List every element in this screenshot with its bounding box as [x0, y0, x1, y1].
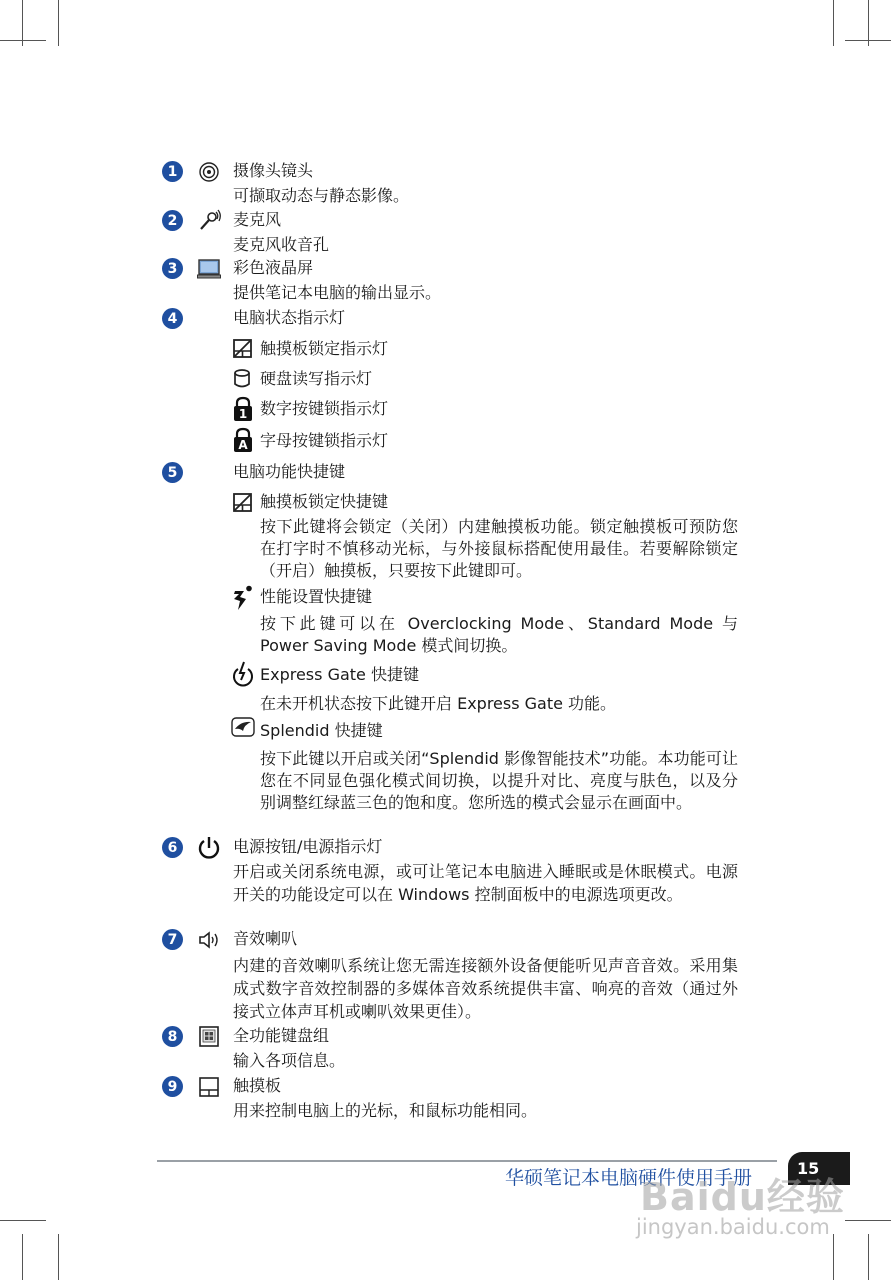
- item-number: 8: [162, 1026, 183, 1047]
- item-description: 提供笔记本电脑的输出显示。: [233, 283, 442, 302]
- item-number: 3: [162, 258, 183, 279]
- display-icon: [197, 257, 221, 281]
- splendid-icon: [231, 717, 255, 741]
- sub-item-label: 硬盘读写指示灯: [260, 369, 373, 388]
- hard-drive-icon: [231, 367, 255, 391]
- item-title: 音效喇叭: [233, 929, 298, 948]
- performance-icon: [231, 585, 255, 609]
- crop-mark: [833, 1234, 834, 1280]
- crop-mark: [22, 0, 23, 46]
- speaker-icon: [197, 928, 221, 952]
- sub-item-description: 按下此键以开启或关闭“Splendid 影像智能技术”功能。本功能可让您在不同显色强化模式间切换，以提升对比、亮度与肤色，以及分别调整红绿蓝三色的饱和度。您所选的模式会显示在画面中。: [260, 749, 738, 812]
- item-number: 7: [162, 929, 183, 950]
- item-description: 内建的音效喇叭系统让您无需连接额外设备便能听见声音音效。采用集成式数字音效控制器的多媒体音效系统提供丰富、响亮的音效（通过外接式立体声耳机或喇叭效果更佳）。: [233, 956, 738, 1021]
- item-title: 触摸板: [233, 1076, 282, 1095]
- item-title: 彩色液晶屏: [233, 258, 314, 277]
- svg-text:1: 1: [238, 407, 248, 421]
- caps-lock-icon: [231, 427, 255, 451]
- item-description: 麦克风收音孔: [233, 235, 330, 254]
- touchpad-lock-icon: [231, 337, 255, 361]
- document-title: 华硕笔记本电脑硬件使用手册: [505, 1167, 753, 1189]
- item-number: 6: [162, 837, 183, 858]
- item-title: 麦克风: [233, 210, 282, 229]
- item-description: 用来控制电脑上的光标，和鼠标功能相同。: [233, 1101, 538, 1120]
- sub-item-label: 数字按键锁指示灯: [260, 399, 389, 418]
- sub-item-label: Express Gate 快捷键: [260, 665, 419, 684]
- item-description: 输入各项信息。: [233, 1051, 346, 1070]
- keyboard-icon: [197, 1025, 221, 1049]
- item-description: 可撷取动态与静态影像。: [233, 186, 410, 205]
- footer-rule: [157, 1160, 777, 1162]
- sub-item-label: 触摸板锁定指示灯: [260, 339, 389, 358]
- watermark-logo: Baidu经验: [640, 1175, 845, 1219]
- sub-item-label: 字母按键锁指示灯: [260, 431, 389, 450]
- crop-mark: [868, 1234, 869, 1280]
- sub-item-label: Splendid 快捷键: [260, 721, 383, 740]
- power-icon: [197, 836, 221, 860]
- touchpad-icon: [197, 1075, 221, 1099]
- item-number: 4: [162, 308, 183, 329]
- item-title: 摄像头镜头: [233, 161, 314, 180]
- item-description: 开启或关闭系统电源，或可让笔记本电脑进入睡眠或是休眠模式。电源开关的功能设定可以在 Windows 控制面板中的电源选项更改。: [233, 862, 738, 904]
- sub-item-label: 触摸板锁定快捷键: [260, 492, 389, 511]
- item-number: 1: [162, 161, 183, 182]
- crop-mark: [0, 1220, 46, 1221]
- crop-mark: [22, 1234, 23, 1280]
- watermark-url: jingyan.baidu.com: [636, 1215, 830, 1239]
- crop-mark: [0, 40, 46, 41]
- crop-mark: [868, 0, 869, 46]
- num-lock-icon: [231, 396, 255, 420]
- sub-item-label: 性能设置快捷键: [260, 587, 373, 606]
- crop-mark: [58, 0, 59, 46]
- express-gate-icon: [231, 661, 255, 685]
- page-number: 15: [788, 1152, 850, 1185]
- sub-item-description: 在未开机状态按下此键开启 Express Gate 功能。: [260, 694, 617, 713]
- item-number: 2: [162, 210, 183, 231]
- item-title: 电脑状态指示灯: [233, 308, 346, 327]
- item-number: 9: [162, 1076, 183, 1097]
- camera-icon: [197, 160, 221, 184]
- sub-item-description: 按下此键将会锁定（关闭）内建触摸板功能。锁定触摸板可预防您在打字时不慎移动光标，与外接鼠标搭配使用最佳。若要解除锁定（开启）触摸板，只要按下此键即可。: [260, 517, 738, 580]
- crop-mark: [833, 0, 834, 46]
- item-title: 电脑功能快捷键: [233, 462, 346, 481]
- touchpad-lock-icon: [231, 491, 255, 515]
- crop-mark: [58, 1234, 59, 1280]
- item-title: 电源按钮/电源指示灯: [233, 837, 383, 856]
- crop-mark: [845, 1220, 891, 1221]
- item-title: 全功能键盘组: [233, 1026, 330, 1045]
- svg-text:A: A: [238, 438, 248, 452]
- microphone-icon: [197, 209, 221, 233]
- sub-item-description: 按下此键可以在 Overclocking Mode、Standard Mode 与 Power Saving Mode 模式间切换。: [260, 614, 738, 655]
- item-number: 5: [162, 462, 183, 483]
